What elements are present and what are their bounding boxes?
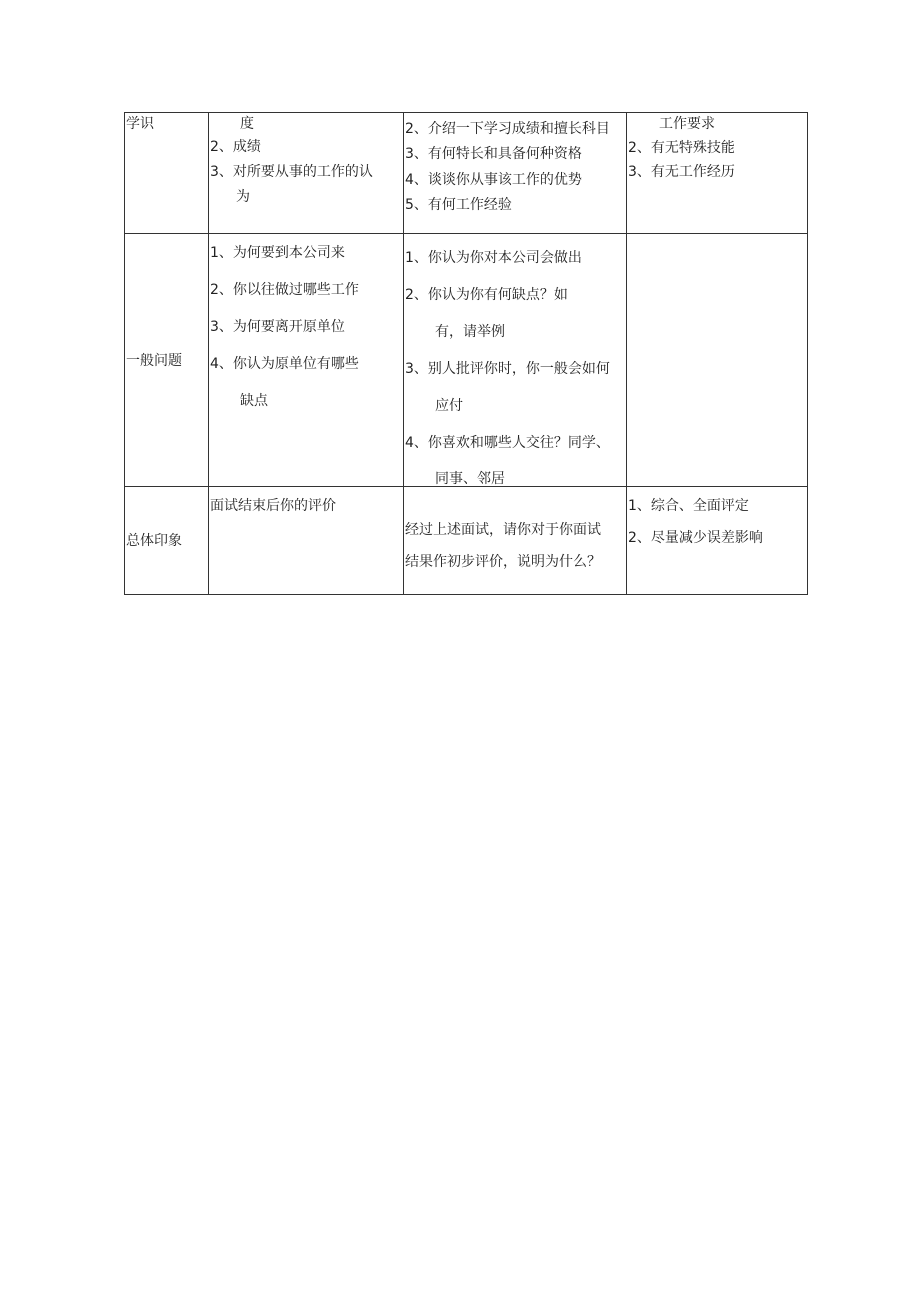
cell-text: 3、对所要从事的工作的认	[210, 164, 373, 180]
cell-text: 3、别人批评你时，你一般会如何	[405, 361, 610, 377]
cell-text: 有，请举例	[435, 324, 505, 340]
table-cell	[627, 487, 808, 595]
interview-question-table	[124, 112, 808, 595]
cell-text: 1、综合、全面评定	[628, 498, 749, 514]
cell-text: 2、介绍一下学习成绩和擅长科目	[405, 121, 610, 137]
cell-text: 1、你认为你对本公司会做出	[405, 250, 582, 266]
table-cell	[404, 113, 627, 234]
category-label: 学识	[126, 116, 154, 132]
cell-text: 工作要求	[659, 116, 715, 132]
category-label: 一般问题	[126, 353, 182, 369]
category-cell	[125, 113, 209, 234]
cell-text: 面试结束后你的评价	[210, 498, 336, 514]
table-cell	[627, 234, 808, 487]
cell-text: 4、谈谈你从事该工作的优势	[405, 172, 582, 188]
cell-text: 3、有无工作经历	[628, 164, 735, 180]
cell-text: 应付	[435, 398, 463, 414]
cell-text: 结果作初步评价，说明为什么？	[405, 554, 601, 570]
table-row	[125, 113, 808, 234]
table-row	[125, 487, 808, 595]
table-cell	[404, 487, 627, 595]
table-cell	[404, 234, 627, 487]
cell-text: 2、有无特殊技能	[628, 140, 735, 156]
cell-text: 缺点	[240, 393, 268, 409]
cell-text: 4、你认为原单位有哪些	[210, 356, 359, 372]
cell-text: 3、有何特长和具备何种资格	[405, 146, 582, 162]
table-cell	[209, 487, 404, 595]
cell-text: 同事、邻居	[435, 471, 505, 487]
cell-text: 3、为何要离开原单位	[210, 319, 345, 335]
table-cell	[209, 113, 404, 234]
table-cell	[209, 234, 404, 487]
cell-text: 2、成绩	[210, 139, 261, 155]
category-cell	[125, 234, 209, 487]
cell-text: 为	[236, 189, 250, 205]
cell-text: 经过上述面试，请你对于你面试	[405, 522, 601, 538]
cell-text: 度	[240, 116, 254, 132]
table-row	[125, 234, 808, 487]
category-label: 总体印象	[126, 533, 182, 549]
cell-text: 2、你认为你有何缺点？如	[405, 287, 568, 303]
cell-text: 4、你喜欢和哪些人交往？同学、	[405, 435, 610, 451]
cell-text: 5、有何工作经验	[405, 197, 512, 213]
category-cell	[125, 487, 209, 595]
cell-text: 2、你以往做过哪些工作	[210, 282, 359, 298]
cell-text: 2、尽量减少误差影响	[628, 530, 763, 546]
table-cell	[627, 113, 808, 234]
cell-text: 1、为何要到本公司来	[210, 245, 345, 261]
